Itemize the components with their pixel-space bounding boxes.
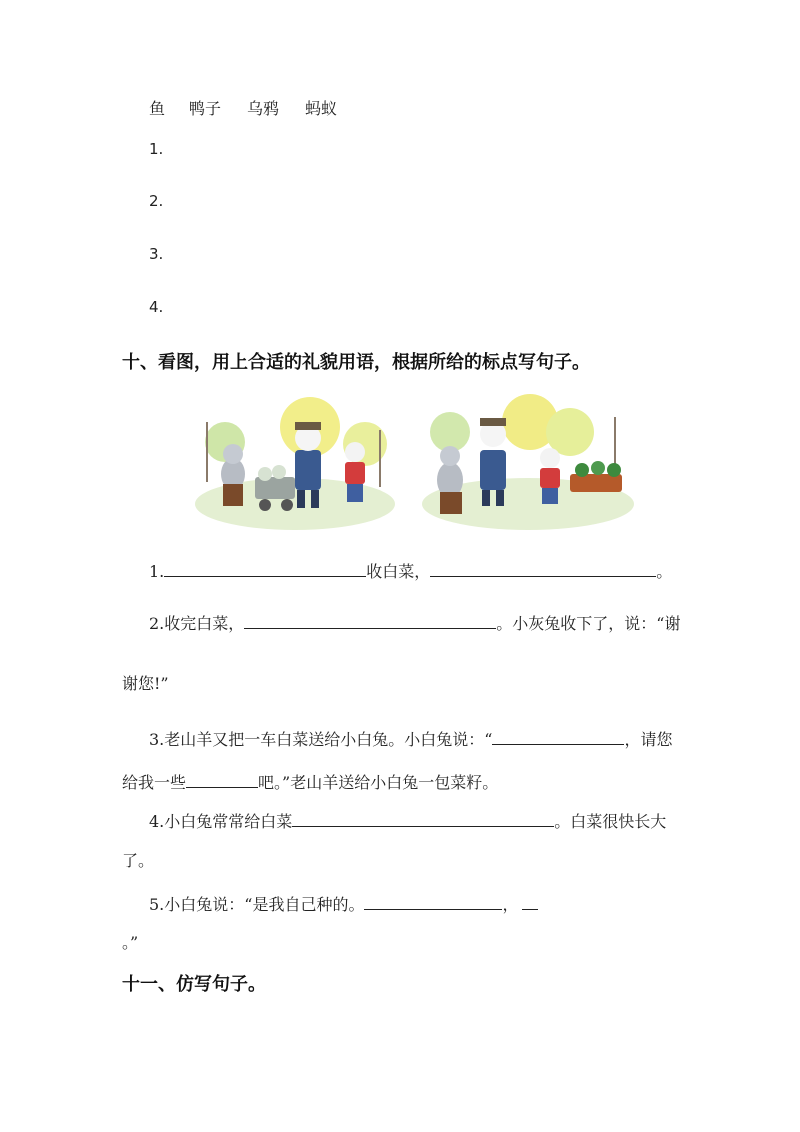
question-3 <box>149 728 672 750</box>
question-number: 3. <box>149 730 165 749</box>
word-item: 鱼 <box>149 99 166 118</box>
question-text: 。小灰兔收下了，说：“谢 <box>496 614 681 633</box>
question-text: 老山羊又把一车白菜送给小白兔。小白兔说：“ <box>164 730 493 749</box>
fill-blank[interactable] <box>430 560 656 577</box>
item-number-1: 1. <box>149 140 164 158</box>
question-1 <box>149 560 672 582</box>
question-4-continued: 了。 <box>122 851 155 870</box>
section-11-title: 十一、仿写句子。 <box>122 974 266 995</box>
question-3-line-2 <box>122 771 498 793</box>
question-text: 给我一些 <box>122 773 187 792</box>
item-number-4: 4. <box>149 298 164 316</box>
question-text: 。白菜很快长大 <box>554 812 667 831</box>
question-text: 吧。”老山羊送给小白兔一包菜籽。 <box>258 773 499 792</box>
question-text: 小白兔常常给白菜 <box>164 812 293 831</box>
fill-blank[interactable] <box>292 810 554 827</box>
question-text: 小白兔说：“是我自己种的。 <box>164 895 365 914</box>
fill-blank[interactable] <box>186 771 258 788</box>
question-text: 收完白菜， <box>164 614 245 633</box>
question-text: 。 <box>656 562 673 581</box>
question-number: 2. <box>149 614 165 633</box>
question-2-continued: 谢您!” <box>122 674 169 693</box>
question-text: ，请您 <box>624 730 673 749</box>
panel-left-image <box>195 392 395 532</box>
word-item: 蚂蚁 <box>305 99 338 118</box>
section-10-title: 十、看图，用上合适的礼貌用语，根据所给的标点写句子。 <box>122 352 590 373</box>
panel-right-image <box>420 392 635 532</box>
question-text: ， <box>502 895 519 914</box>
item-number-2: 2. <box>149 192 164 210</box>
fill-blank[interactable] <box>492 728 624 745</box>
question-4 <box>149 810 666 832</box>
question-2 <box>149 612 680 634</box>
question-number: 5. <box>149 895 165 914</box>
word-item: 乌鸦 <box>247 99 280 118</box>
word-item: 鸭子 <box>189 99 222 118</box>
question-number: 1. <box>149 562 165 581</box>
fill-blank[interactable] <box>244 612 496 629</box>
question-number: 4. <box>149 812 165 831</box>
item-number-3: 3. <box>149 245 164 263</box>
question-text: 收白菜， <box>366 562 431 581</box>
question-5-continued: 。” <box>122 933 139 952</box>
story-illustration <box>195 392 635 532</box>
fill-blank[interactable] <box>522 893 538 910</box>
word-list <box>149 99 337 119</box>
question-5 <box>149 893 538 915</box>
fill-blank[interactable] <box>364 893 502 910</box>
fill-blank[interactable] <box>164 560 366 577</box>
